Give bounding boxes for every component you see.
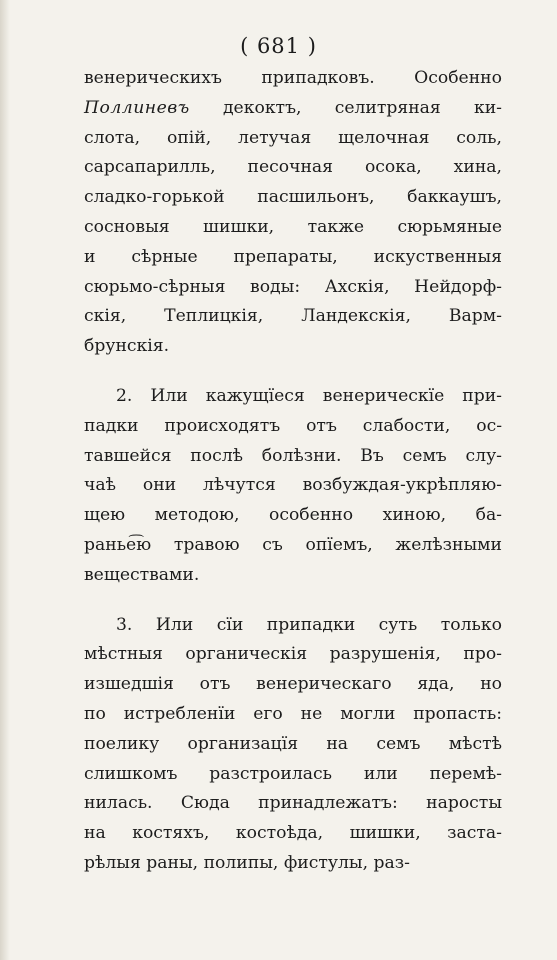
text-line xyxy=(84,124,502,154)
line-text: по истребленїи его не могли пропасть: xyxy=(84,703,502,724)
line-text: слота, опій, летучая щелочная соль, xyxy=(84,127,502,148)
text-line xyxy=(84,442,502,472)
line-text: ранье͡ю травою съ опїемъ, желѣзными xyxy=(84,534,502,555)
line-text: сладко-горькой пасшильонъ, баккаушъ, xyxy=(84,187,502,208)
line-text: сосновыя шишки, также сюрьмяные xyxy=(84,216,502,237)
text-line xyxy=(84,273,502,303)
paragraph-2 xyxy=(84,382,502,591)
text-line xyxy=(84,819,502,849)
line-text: изшедшія отъ венерическаго яда, но xyxy=(84,674,502,695)
line-text: падки происходятъ отъ слабости, ос- xyxy=(84,415,502,436)
line-text: сюрьмо-сѣрныя воды: Ахскія, Нейдорф- xyxy=(84,276,502,297)
line-text: щею методою, особенно хиною, ба- xyxy=(84,505,502,526)
text-line xyxy=(84,789,502,819)
text-line xyxy=(84,640,502,670)
text-line xyxy=(84,501,502,531)
text-body xyxy=(84,64,502,879)
text-line xyxy=(84,471,502,501)
text-line xyxy=(84,531,502,561)
line-text: чаѣ они лѣчутся возбуждая-укрѣпляю- xyxy=(84,475,502,496)
text-line xyxy=(84,670,502,700)
text-line xyxy=(84,730,502,760)
text-line xyxy=(84,153,502,183)
paragraph-3 xyxy=(84,611,502,879)
line-text: сарсапарилль, песочная осока, хина, xyxy=(84,157,502,178)
line-text: мѣстныя органическія разрушенія, про- xyxy=(84,644,502,665)
line-text: 3. Или сїи припадки суть только xyxy=(116,614,502,635)
text-line xyxy=(84,611,502,641)
text-line xyxy=(84,213,502,243)
line-text: венерическихъ припадковъ. Особенно xyxy=(84,68,502,88)
page-number: ( 681 ) xyxy=(240,34,317,58)
text-line xyxy=(84,849,502,879)
text-line xyxy=(84,382,502,412)
line-text: 2. Или кажущїеся венерическїе при- xyxy=(116,385,502,406)
text-line xyxy=(84,302,502,332)
text-line xyxy=(84,412,502,442)
text-line xyxy=(84,561,502,591)
text-line xyxy=(84,700,502,730)
text-line xyxy=(84,760,502,790)
line-text: брунскія. xyxy=(84,336,170,357)
line-text: и сѣрные препараты, искуственныя xyxy=(84,246,502,267)
line-text: рѣлыя раны, полипы, фистулы, раз- xyxy=(84,852,410,873)
line-text: нилась. Сюда принадлежатъ: наросты xyxy=(84,793,502,814)
line-text: веществами. xyxy=(84,564,200,585)
line-text: на костяхъ, костоѣда, шишки, заста- xyxy=(84,823,502,844)
text-line xyxy=(84,183,502,213)
line-text: декоктъ, селитряная ки- xyxy=(189,97,502,118)
line-text: скія, Теплицкія, Ландекскія, Варм- xyxy=(84,306,502,327)
line-text: слишкомъ разстроилась или перемѣ- xyxy=(84,763,502,784)
line-text: тавшейся послѣ болѣзни. Въ семъ слу- xyxy=(84,445,502,466)
paragraph-1 xyxy=(84,64,502,362)
text-line xyxy=(84,332,502,362)
italic-name: Поллиневъ xyxy=(84,97,190,118)
text-line xyxy=(84,64,502,94)
line-text: поелику организацїя на семъ мѣстѣ xyxy=(84,733,502,754)
text-line xyxy=(84,243,502,273)
text-line xyxy=(84,94,502,124)
